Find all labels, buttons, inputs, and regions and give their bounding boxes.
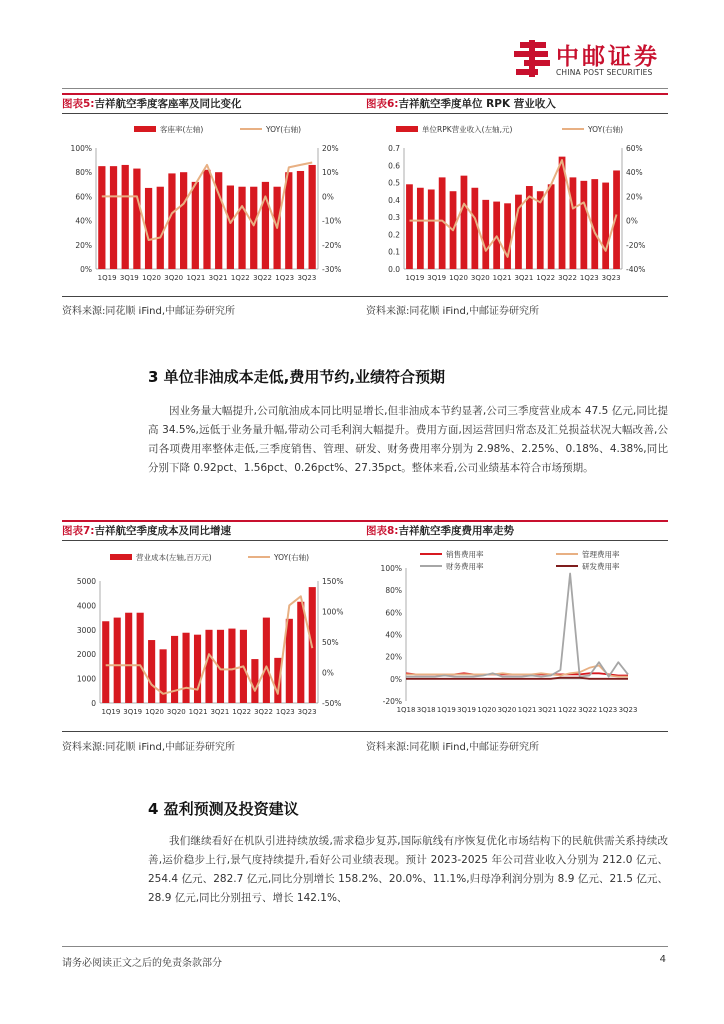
fig7-x-tick-label: 3Q21: [210, 708, 230, 716]
fig5-x-tick-label: 1Q21: [186, 274, 206, 282]
fig-row2-top-rule: [62, 520, 668, 522]
fig5-left-tick-label: 20%: [75, 240, 92, 250]
fig6-label: 图表6:: [366, 98, 399, 110]
fig8-x-tick-label: 3Q23: [618, 706, 638, 714]
fig8-legend-label: 销售费用率: [446, 550, 484, 559]
fig5-x-tick-label: 3Q23: [297, 274, 317, 282]
fig6-x-tick-label: 1Q22: [536, 274, 556, 282]
fig5-bar: [98, 166, 105, 269]
fig8-x-tick-label: 1Q21: [517, 706, 537, 714]
fig6-x-tick-label: 3Q19: [427, 274, 447, 282]
fig7-bar: [160, 649, 167, 703]
fig5-label: 图表5:: [62, 98, 95, 110]
fig8-y-tick-label: 20%: [385, 652, 402, 662]
fig7-legend-bar-swatch: [110, 554, 132, 560]
fig5-x-tick-label: 1Q20: [142, 274, 161, 282]
fig5-bar: [192, 182, 199, 269]
fig5-left-tick-label: 60%: [75, 192, 92, 202]
fig5-bar: [122, 165, 129, 269]
fig8-legend-label: 研发费用率: [582, 562, 620, 571]
fig6-bar: [428, 189, 435, 269]
fig5-x-tick-label: 3Q19: [119, 274, 139, 282]
brand-logo: [512, 36, 672, 82]
fig5-title-text: 吉祥航空季度客座率及同比变化: [94, 98, 242, 110]
fig8-label: 图表8:: [366, 525, 399, 537]
fig7-source: 资料来源:同花顺 iFind,中邮证券研究所: [62, 742, 235, 753]
fig5-bar: [309, 165, 316, 269]
fig7-x-tick-label: 1Q21: [188, 708, 208, 716]
fig7-bar: [114, 618, 121, 703]
fig5-bar: [297, 171, 304, 269]
fig6-x-tick-label: 3Q22: [558, 274, 577, 282]
fig7-right-tick-label: 150%: [322, 577, 344, 586]
fig7-legend-bar-label: 营业成本(左轴,百万元): [136, 553, 212, 562]
fig7-x-tick-label: 3Q19: [123, 708, 143, 716]
fig7-x-tick-label: 3Q23: [297, 708, 317, 716]
fig6-right-tick-label: 40%: [626, 168, 643, 178]
fig6-bar: [548, 184, 555, 269]
fig6-left-tick-label: 0.6: [388, 161, 400, 171]
fig6-left-tick-label: 0.3: [388, 213, 400, 223]
fig6-x-tick-label: 1Q21: [492, 274, 512, 282]
fig-row2-bottom-rule: [62, 731, 668, 732]
fig7-chart: [62, 546, 362, 726]
fig5-bar: [262, 182, 269, 269]
fig8-x-tick-label: 1Q18: [396, 706, 416, 714]
footer-disclaimer: 请务必阅读正文之后的免责条款部分: [62, 958, 222, 969]
fig5-right-tick-label: -10%: [322, 216, 342, 226]
fig8-x-tick-label: 1Q20: [477, 706, 497, 714]
fig7-left-tick-label: 1000: [76, 674, 96, 684]
fig6-left-tick-label: 0.1: [388, 247, 400, 257]
fig8-title-text: 吉祥航空季度费用率走势: [398, 525, 515, 537]
brand-logo-icon: [512, 38, 552, 78]
fig8-y-tick-label: 0%: [390, 674, 402, 684]
fig8-y-tick-label: 80%: [385, 586, 402, 596]
fig8-legend-label: 财务费用率: [446, 562, 484, 571]
brand-name-en: CHINA POST SECURITIES: [556, 68, 653, 77]
fig8-chart: [366, 546, 668, 726]
fig7-bar: [182, 633, 189, 703]
fig5-left-tick-label: 40%: [75, 216, 92, 226]
fig-row2-sub-rule: [62, 540, 668, 541]
fig6-x-tick-label: 3Q20: [470, 274, 490, 282]
page-number: 4: [659, 954, 666, 965]
fig5-x-tick-label: 1Q19: [97, 274, 117, 282]
fig6-left-tick-label: 0.5: [388, 178, 400, 188]
fig6-title: [366, 96, 556, 111]
fig5-left-tick-label: 100%: [70, 144, 92, 153]
fig5-source: 资料来源:同花顺 iFind,中邮证券研究所: [62, 306, 235, 317]
fig7-bar: [297, 602, 304, 703]
fig-row1-sub-rule: [62, 113, 668, 114]
fig6-legend-bar-swatch: [396, 126, 418, 132]
footer-rule: [62, 946, 668, 947]
fig7-title-text: 吉祥航空季度成本及同比增速: [94, 525, 232, 537]
fig5-legend-bar-swatch: [134, 126, 156, 132]
fig6-bar: [417, 188, 424, 269]
fig7-label: 图表7:: [62, 525, 95, 537]
fig8-y-tick-label: 40%: [385, 630, 402, 640]
fig5-x-tick-label: 3Q21: [208, 274, 228, 282]
section4-body: 我们继续看好在机队引进持续放缓,需求稳步复苏,国际航线有序恢复优化市场结构下的民航供需关系持续改善,运价稳步上行,景气度持续提升,看好公司业绩表现。预计 2023-2025 年公司营业收入分别为 212.0 亿元、254.4 亿元、282.7 亿元,同比分别增长 158.2%、20.0%、11.1%,归母净利润分别为 8.9 亿元、21.5 亿元、28.9 亿元,同比分别扭亏、增长 142.1%、: [148, 835, 668, 904]
fig6-right-tick-label: 20%: [626, 192, 643, 202]
fig5-x-tick-label: 3Q22: [253, 274, 272, 282]
fig7-left-tick-label: 4000: [76, 601, 96, 611]
fig6-bar: [602, 183, 609, 269]
fig6-bar: [406, 184, 413, 269]
fig6-bar: [461, 176, 468, 269]
fig6-legend-line-label: YOY(右轴): [588, 125, 624, 134]
fig6-x-tick-label: 3Q23: [601, 274, 621, 282]
fig5-bar: [157, 187, 164, 269]
fig6-bar: [471, 188, 478, 269]
fig8-y-tick-label: 100%: [380, 564, 402, 573]
fig7-x-tick-label: 3Q20: [166, 708, 186, 716]
fig7-bar: [171, 636, 178, 703]
fig7-bar: [148, 640, 155, 703]
fig7-bar: [125, 613, 132, 703]
fig5-legend-line-label: YOY(右轴): [266, 125, 302, 134]
header-rule: [62, 88, 668, 89]
fig7-bar: [263, 618, 270, 703]
section4-heading: 4 盈利预测及投资建议: [148, 800, 299, 818]
fig5-bar: [238, 187, 245, 269]
fig5-bar: [133, 169, 140, 269]
fig8-x-tick-label: 3Q20: [497, 706, 517, 714]
fig7-left-tick-label: 5000: [76, 577, 96, 586]
fig8-series-line: [406, 678, 628, 679]
fig5-bar: [203, 170, 210, 269]
fig8-x-tick-label: 3Q18: [416, 706, 436, 714]
fig7-left-tick-label: 0: [91, 699, 96, 708]
fig5-x-tick-label: 1Q23: [275, 274, 295, 282]
fig6-bar: [570, 177, 577, 269]
fig7-x-tick-label: 1Q19: [101, 708, 121, 716]
fig6-left-tick-label: 0.0: [388, 265, 400, 274]
fig6-left-tick-label: 0.2: [388, 230, 400, 240]
fig5-right-tick-label: -30%: [322, 265, 342, 274]
fig5-bar: [110, 166, 117, 269]
fig7-x-tick-label: 3Q22: [254, 708, 273, 716]
fig6-right-tick-label: 60%: [626, 144, 643, 153]
fig6-right-tick-label: -40%: [626, 265, 646, 274]
fig5-bar: [168, 173, 175, 269]
fig7-bar: [205, 630, 212, 703]
fig7-bar: [194, 635, 201, 703]
fig7-bar: [137, 613, 144, 703]
fig5-bar: [180, 172, 187, 269]
fig7-title: [62, 523, 231, 538]
fig7-x-tick-label: 1Q20: [145, 708, 164, 716]
fig8-x-tick-label: 1Q23: [598, 706, 618, 714]
fig8-y-tick-label: 60%: [385, 608, 402, 618]
fig6-bar: [504, 203, 511, 269]
section3-body: 因业务量大幅提升,公司航油成本同比明显增长,但非油成本节约显著,公司三季度营业成本 47.5 亿元,同比提高 34.5%,远低于业务量升幅,带动公司毛利润大幅提升。费用方面,因运营回归常态及汇兑损益状况大幅改善,公司各项费用率整体走低,三季度销售、管理、研发、财务费用率分别为 2.98%、2.25%、0.18%、4.38%,同比分别下降 0.92pct、1.56pct、0.26pct%、27.35pct。整体来看,公司业绩基本符合市场预期。: [148, 405, 668, 474]
fig7-right-tick-label: -50%: [322, 699, 342, 708]
fig8-x-tick-label: 3Q21: [537, 706, 557, 714]
fig5-x-tick-label: 1Q22: [230, 274, 250, 282]
fig5-right-tick-label: -20%: [322, 240, 342, 250]
fig6-source: 资料来源:同花顺 iFind,中邮证券研究所: [366, 306, 539, 317]
fig5-bar: [250, 187, 257, 269]
fig5-x-tick-label: 3Q20: [164, 274, 184, 282]
fig5-chart: [62, 118, 362, 293]
fig6-title-text: 吉祥航空季度单位 RPK 营业收入: [398, 98, 556, 110]
fig5-legend-bar-label: 客座率(左轴): [160, 125, 204, 134]
fig8-y-tick-label: -20%: [382, 697, 402, 706]
fig5-title: [62, 96, 242, 111]
fig8-x-tick-label: 1Q19: [436, 706, 456, 714]
fig-row1-top-rule: [62, 93, 668, 95]
fig-row1-bottom-rule: [62, 296, 668, 297]
fig6-x-tick-label: 1Q23: [579, 274, 599, 282]
fig7-right-tick-label: 0%: [322, 668, 334, 678]
fig5-left-tick-label: 80%: [75, 168, 92, 178]
fig5-right-tick-label: 0%: [322, 192, 334, 202]
fig6-legend-bar-label: 单位RPK营业收入(左轴,元): [422, 125, 513, 134]
fig7-bar: [102, 621, 109, 703]
fig8-x-tick-label: 3Q19: [457, 706, 476, 714]
fig6-left-tick-label: 0.7: [388, 144, 400, 153]
fig8-x-tick-label: 1Q22: [558, 706, 577, 714]
fig7-right-tick-label: 50%: [322, 638, 339, 647]
fig6-x-tick-label: 3Q21: [514, 274, 534, 282]
fig7-bar: [251, 659, 258, 703]
fig8-legend-label: 管理费用率: [582, 550, 620, 559]
fig6-bar: [482, 200, 489, 269]
section3-heading: 3 单位非油成本走低,费用节约,业绩符合预期: [148, 368, 446, 386]
fig6-chart: [366, 118, 668, 293]
fig7-x-tick-label: 1Q22: [232, 708, 252, 716]
fig6-bar: [493, 202, 500, 269]
fig6-x-tick-label: 1Q19: [405, 274, 425, 282]
fig8-source: 资料来源:同花顺 iFind,中邮证券研究所: [366, 742, 539, 753]
fig6-right-tick-label: -20%: [626, 240, 646, 250]
fig5-left-tick-label: 0%: [80, 265, 92, 274]
fig5-bar: [285, 172, 292, 269]
fig7-right-tick-label: 100%: [322, 607, 344, 617]
fig6-right-tick-label: 0%: [626, 216, 638, 226]
fig5-right-tick-label: 20%: [322, 144, 339, 153]
fig7-x-tick-label: 1Q23: [275, 708, 295, 716]
fig7-left-tick-label: 3000: [76, 625, 96, 635]
brand-name-cn: 中邮证券: [556, 44, 660, 70]
fig5-right-tick-label: 10%: [322, 168, 339, 178]
fig7-bar: [228, 629, 235, 703]
fig6-bar: [580, 181, 587, 269]
fig8-series-line: [406, 574, 628, 677]
fig6-x-tick-label: 1Q20: [449, 274, 468, 282]
fig8-title: [366, 523, 514, 538]
fig8-x-tick-label: 3Q22: [578, 706, 598, 714]
fig6-left-tick-label: 0.4: [388, 195, 400, 205]
fig7-legend-line-label: YOY(右轴): [274, 553, 310, 562]
fig5-bar: [227, 186, 234, 269]
fig7-left-tick-label: 2000: [76, 650, 96, 660]
